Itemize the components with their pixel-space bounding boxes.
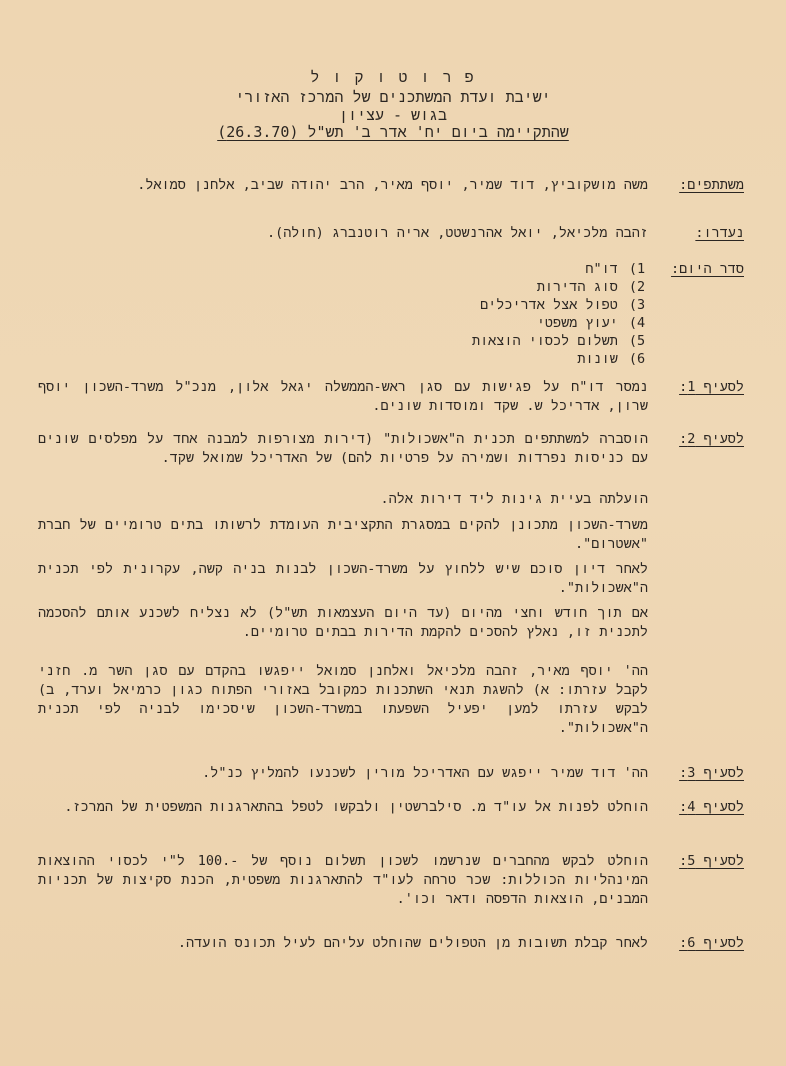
agenda-item: [480, 296, 648, 314]
section-2-paragraph: הה' יוסף מאיר, זהבה מלכיאל ואלחנן סמואל ייפגשו בהקדם עם סגן השר מ. חזני לקבל עזרתו: א) להשגת תנאי השתכנות כמקובל באזורי הפתוח כגון כרמיאל וערד, ב) לבקש עזרתו למען יפעיל השפעתו במשרד-השכון שיסכימו לבניה לפי תכנית ה"אשכולות".: [38, 663, 648, 736]
document-title: פ ר ו ט ו ק ו ל: [310, 68, 476, 86]
location-line: בגוש - עציון: [338, 106, 448, 124]
section-2-paragraph: משרד-השכון מתכונן להקים במסגרת התקציבית העומדת לרשותו בתים טרומיים של חברת "אשטרום".: [38, 517, 648, 552]
agenda-text: טפול אצל אדריכלים: [480, 297, 618, 313]
absent-text: זהבה מלכיאל, יואל אהרנשטט, אריה רוטנברג (חולה).: [266, 225, 648, 241]
section-2-paragraph: הועלתה בעיית גינות ליד דירות אלה.: [380, 491, 648, 507]
participants-label: משתתפים:: [679, 177, 744, 193]
absent-label: נעדרו:: [695, 225, 744, 241]
agenda-number: 3): [628, 297, 646, 313]
agenda-text: יעוץ משפטי: [536, 315, 618, 331]
agenda-label: סדר היום:: [671, 261, 744, 277]
section-3-label: לסעיף 3:: [679, 765, 744, 781]
agenda-number: 2): [628, 279, 646, 295]
section-5-text: הוחלט לבקש מהחברים שנרשמו לשכון תשלום נוסף של -.100 ל"י לכסוי ההוצאות המינהליות הכוללות: שכר טרחה לעו"ד להתארגנות משפטית, הכנת סקיצות של תכניות המבנים, הוצאות הדפסה ודאר וכו'.: [38, 853, 648, 907]
agenda-number: 5): [628, 333, 646, 349]
agenda-item: [472, 332, 648, 350]
section-4-text: הוחלט לפנות אל עו"ד מ. סילברשטין ולבקשו לטפל בהתארגנות המשפטית של המרכז.: [64, 799, 648, 815]
agenda-item: [585, 260, 648, 278]
participants-text: משה מושקוביץ, דוד שמיר, יוסף מאיר, הרב יהודה שביב, אלחנן סמואל.: [137, 177, 648, 193]
section-2-paragraph: אם תוך חודש וחצי מהיום (עד היום העצמאות תש"ל) לא נצליח לשכנע אותם להסכמה לתכנית זו, נאלץ להסכים להקמת הדירות בבתים טרומיים.: [38, 605, 648, 640]
agenda-text: שונות: [577, 351, 618, 367]
section-3-text: הה' דוד שמיר ייפגש עם האדריכל מורין לשכנעו להמליץ כנ"ל.: [202, 765, 648, 781]
agenda-text: סוג הדירות: [536, 279, 618, 295]
meeting-title: ישיבת ועדת המשתכנים של המרכז האזורי: [235, 88, 551, 106]
agenda-number: 4): [628, 315, 646, 331]
agenda-text: תשלום לכסוי הוצאות: [471, 333, 618, 349]
agenda-item: [537, 278, 648, 296]
section-6-text: לאחר קבלת תשובות מן הטפולים שהוחלט עליהם לעיל תכונס הועדה.: [177, 935, 648, 951]
section-1-label: לסעיף 1:: [679, 379, 744, 395]
section-1-text: נמסר דו"ח על פגישות עם סגן ראש-הממשלה יגאל אלון, מנכ"ל משרד-השכון יוסף שרון, אדריכל ש. שקד ומוסדות שונים.: [38, 379, 648, 414]
section-2-paragraph: הוסברה למשתתפים תכנית ה"אשכולות" (דירות מצורפות למבנה אחד על מפלסים שונים עם כניסות נפרדות ושמירה על פרטיות להם) של האדריכל שמואל שקד.: [38, 431, 648, 466]
section-5-label: לסעיף 5:: [679, 853, 744, 869]
agenda-number: 6): [628, 351, 646, 367]
section-6-label: לסעיף 6:: [679, 935, 744, 951]
agenda-item: [537, 314, 648, 332]
section-4-label: לסעיף 4:: [679, 799, 744, 815]
date-line: שהתקיימה ביום יח' אדר ב' תש"ל (26.3.70): [217, 123, 569, 141]
agenda-number: 1): [628, 261, 646, 277]
agenda-item: [577, 350, 648, 368]
section-2-label: לסעיף 2:: [679, 431, 744, 447]
agenda-text: דו"ח: [585, 261, 618, 277]
section-2-paragraph: לאחר דיון סוכם שיש ללחוץ על משרד-השכון לבנות בניה קשה, עקרונית לפי תכנית ה"אשכולות".: [38, 561, 648, 596]
